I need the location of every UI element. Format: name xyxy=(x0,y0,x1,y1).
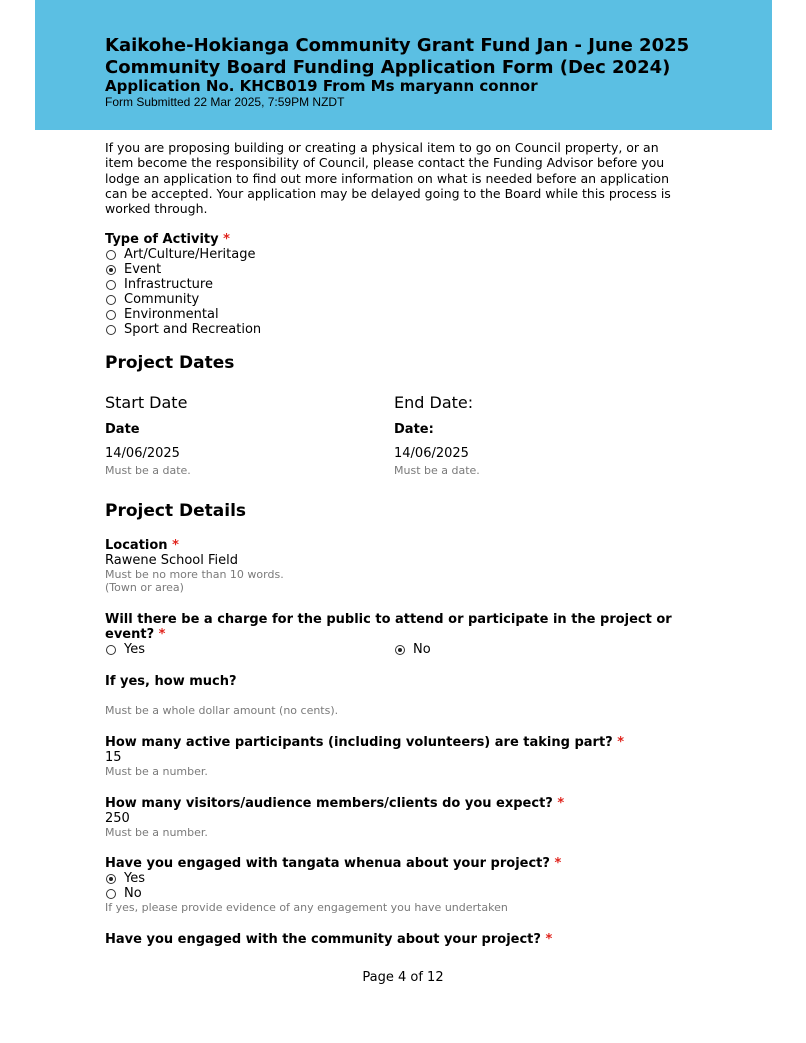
required-marker: * xyxy=(223,232,230,247)
activity-option-infrastructure[interactable]: Infrastructure xyxy=(105,277,685,292)
activity-options xyxy=(105,247,685,337)
location-hint: Must be no more than 10 words. xyxy=(105,568,284,581)
start-date-label: Date xyxy=(105,422,140,437)
end-date-value: 14/06/2025 xyxy=(394,446,469,461)
radio-button[interactable] xyxy=(106,250,116,260)
radio-button[interactable] xyxy=(106,874,116,884)
charge-label: Will there be a charge for the public to attend or participate in the project or event? * xyxy=(105,612,672,642)
charge-option-no[interactable]: No xyxy=(394,642,431,657)
activity-label: Type of Activity * xyxy=(105,232,230,247)
radio-button[interactable] xyxy=(106,295,116,305)
radio-button[interactable] xyxy=(106,889,116,899)
required-marker: * xyxy=(158,627,166,642)
participants-label: How many active participants (including volunteers) are taking part? * xyxy=(105,735,625,750)
page-number: Page 4 of 12 xyxy=(362,970,444,985)
activity-option-community[interactable]: Community xyxy=(105,292,685,307)
charge-option-yes[interactable]: Yes xyxy=(105,642,145,657)
start-date-hint: Must be a date. xyxy=(105,464,191,477)
activity-option-sport-and-recreation[interactable]: Sport and Recreation xyxy=(105,322,685,337)
intro-paragraph: If you are proposing building or creating a physical item to go on Council property, or an item become the responsibility of Council, please contact the Funding Advisor before you lodge an application to find out more information on what is needed before an application can be accepted. Your application may be delayed going to the Board while this process is worked through. xyxy=(105,140,671,217)
start-date-heading: Start Date xyxy=(105,393,188,412)
location-value: Rawene School Field xyxy=(105,553,239,568)
tangata-label: Have you engaged with tangata whenua about your project? * xyxy=(105,856,562,871)
participants-hint: Must be a number. xyxy=(105,765,208,778)
activity-question xyxy=(105,232,685,337)
location-subhint: (Town or area) xyxy=(105,581,184,594)
participants-question xyxy=(105,735,685,778)
radio-button[interactable] xyxy=(106,645,116,655)
section-heading-project-details: Project Details xyxy=(105,501,247,521)
radio-button[interactable] xyxy=(106,280,116,290)
visitors-hint: Must be a number. xyxy=(105,826,208,839)
location-label: Location * xyxy=(105,538,179,553)
end-date-heading: End Date: xyxy=(394,393,474,412)
form-subtitle: Community Board Funding Application Form (Dec 2024) xyxy=(105,57,671,78)
required-marker: * xyxy=(617,735,625,750)
visitors-label: How many visitors/audience members/clients do you expect? * xyxy=(105,796,565,811)
application-number: Application No. KHCB019 From Ms maryann connor xyxy=(105,77,538,95)
tangata-question xyxy=(105,856,685,914)
required-marker: * xyxy=(554,856,562,871)
activity-option-environmental[interactable]: Environmental xyxy=(105,307,685,322)
form-title: Kaikohe-Hokianga Community Grant Fund Jan - June 2025 xyxy=(105,35,690,56)
submitted-timestamp: Form Submitted 22 Mar 2025, 7:59PM NZDT xyxy=(105,95,345,109)
visitors-value: 250 xyxy=(105,811,130,826)
how-much-hint: Must be a whole dollar amount (no cents). xyxy=(105,704,339,717)
participants-value: 15 xyxy=(105,750,122,765)
tangata-option-no[interactable]: No xyxy=(105,886,685,901)
required-marker: * xyxy=(172,538,179,553)
tangata-option-yes[interactable]: Yes xyxy=(105,871,685,886)
end-date-hint: Must be a date. xyxy=(394,464,480,477)
start-date-value: 14/06/2025 xyxy=(105,446,180,461)
activity-option-art-culture-heritage[interactable]: Art/Culture/Heritage xyxy=(105,247,685,262)
radio-button[interactable] xyxy=(106,265,116,275)
section-heading-project-dates: Project Dates xyxy=(105,353,235,373)
visitors-question xyxy=(105,796,685,839)
required-marker: * xyxy=(557,796,565,811)
end-date-label: Date: xyxy=(394,422,434,437)
radio-button[interactable] xyxy=(106,325,116,335)
radio-button[interactable] xyxy=(106,310,116,320)
how-much-label: If yes, how much? xyxy=(105,674,237,689)
activity-option-event[interactable]: Event xyxy=(105,262,685,277)
required-marker: * xyxy=(545,932,553,947)
community-label: Have you engaged with the community about your project? * xyxy=(105,932,553,947)
radio-button[interactable] xyxy=(395,645,405,655)
tangata-hint: If yes, please provide evidence of any engagement you have undertaken xyxy=(105,901,508,914)
location-question xyxy=(105,538,685,594)
header-banner xyxy=(35,0,772,130)
